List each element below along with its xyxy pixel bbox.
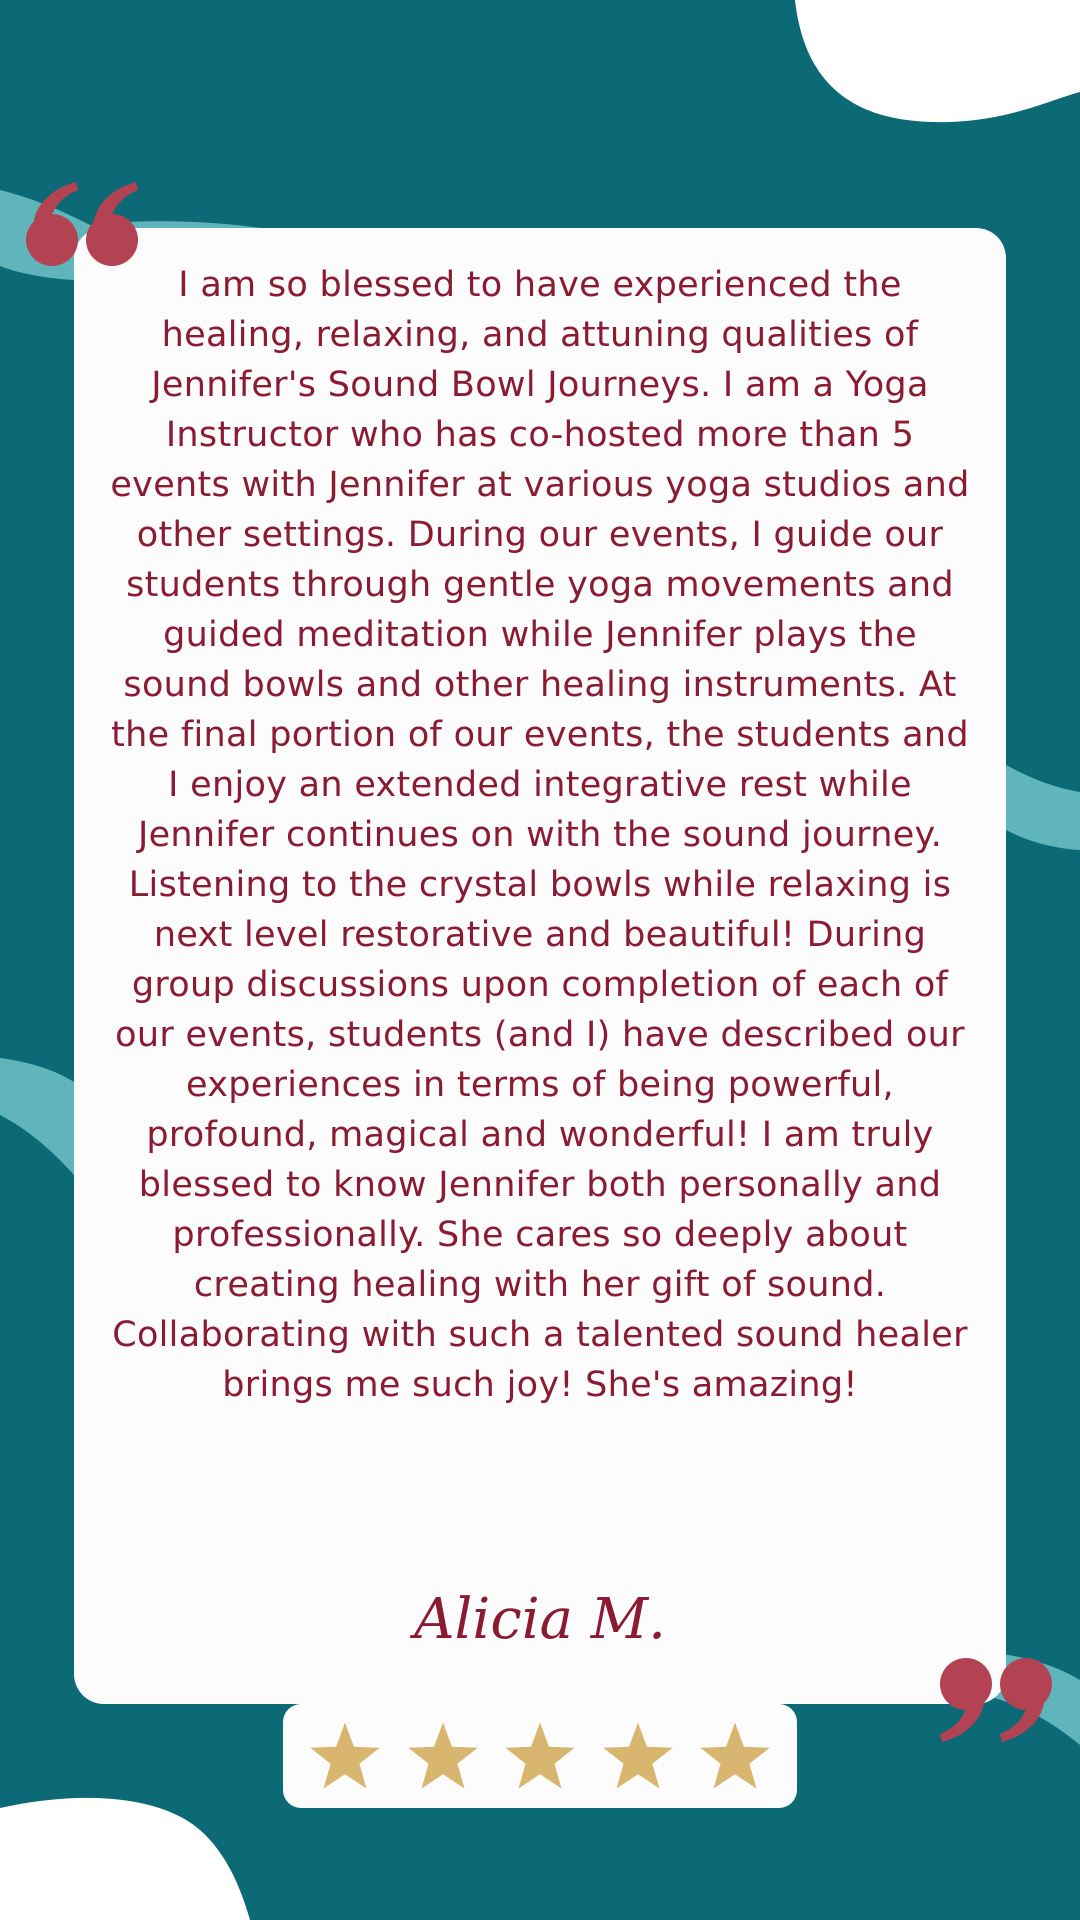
close-quote-icon [934,1652,1052,1742]
open-quote-icon [26,182,144,272]
testimonial-text: I am so blessed to have experienced the healing, relaxing, and attuning qualities of Jennifer's Sound Bowl Journeys. I am a Yoga Instructor who has co-hosted more than 5 events with Jennifer at various yoga studios and other settings. During our events, I guide our students through gentle yoga movements and guided meditation while Jennifer plays the sound bowls and other healing instruments. At the final portion of our events, the students and I enjoy an extended integrative rest while Jennifer continues on with the sound journey. Listening to the crystal bowls while relaxing is next level restorative and beautiful! During group discussions upon completion of each of our events, students (and I) have described our experiences in terms of being powerful, profound, magical and wonderful! I am truly blessed to know Jennifer both personally and professionally. She cares so deeply about creating healing with her gift of sound. Collaborating with such a talented sound healer brings me such joy! She's amazing! [110,265,970,1405]
bottom-left-blob [0,1798,250,1920]
star-icon [697,1718,773,1794]
star-icon [307,1718,383,1794]
star-icon [600,1718,676,1794]
left-teal-swoosh-middle [0,1058,74,1175]
right-teal-swoosh [1006,765,1080,850]
star-icon [502,1718,578,1794]
star-icon [405,1718,481,1794]
star-rating [283,1704,797,1808]
top-right-blob [795,0,1080,122]
author-name: Alicia M. [414,1587,666,1652]
